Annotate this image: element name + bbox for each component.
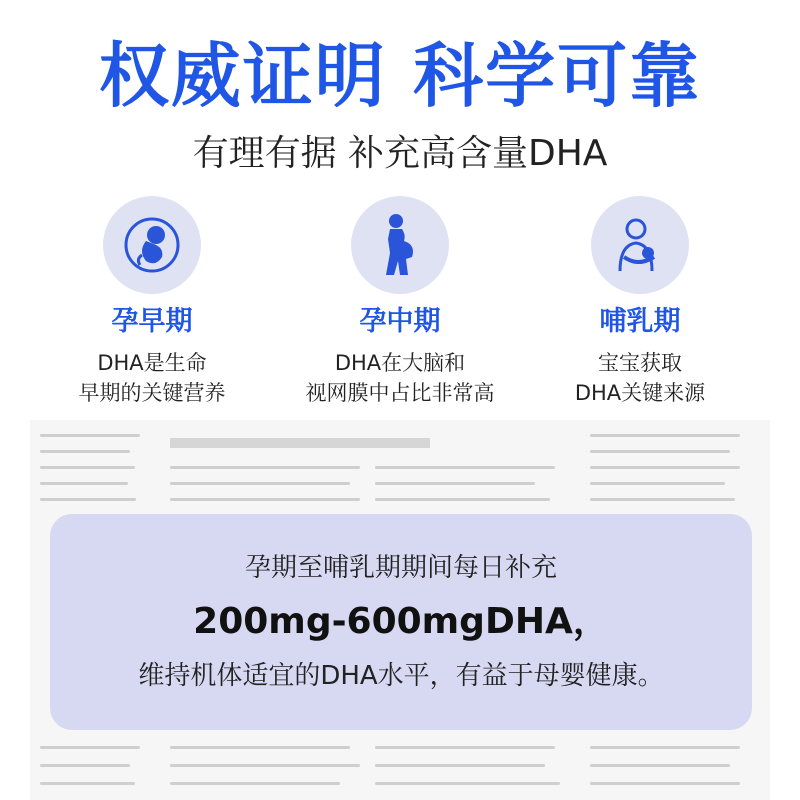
paper-text-line [40, 450, 130, 453]
paper-text-line [590, 482, 725, 485]
stage-desc-line: DHA关键来源 [574, 381, 706, 405]
paper-text-line [40, 482, 128, 485]
stage-name: 孕中期 [359, 306, 441, 337]
paper-text-line [590, 782, 740, 785]
callout-dosage: 200mg-600mgDHA， [193, 601, 609, 642]
paper-text-line [170, 746, 350, 749]
stage-name: 哺乳期 [599, 306, 681, 337]
stage-desc-line: 宝宝获取 [598, 351, 682, 375]
paper-text-line [375, 764, 545, 767]
fetus-icon [103, 196, 201, 294]
paper-text-line [590, 764, 730, 767]
paper-text-line [375, 746, 555, 749]
paper-text-line [40, 782, 135, 785]
stage-desc-line: 视网膜中占比非常高 [305, 381, 495, 405]
paper-text-line [170, 764, 360, 767]
paper-text-line [40, 434, 140, 437]
callout-line-3: 维持机体适宜的DHA水平，有益于母婴健康。 [138, 661, 664, 691]
stage-desc-line: DHA在大脑和 [334, 351, 466, 375]
subtitle: 有理有据 补充高含量DHA [192, 133, 608, 174]
callout-line-1: 孕期至哺乳期期间每日补充 [244, 553, 557, 583]
paper-text-line [170, 498, 360, 501]
paper-text-line [170, 466, 360, 469]
paper-text-line [170, 782, 340, 785]
paper-text-line [590, 450, 730, 453]
stage-early-pregnancy [32, 196, 272, 408]
paper-text-line [590, 746, 740, 749]
paper-text-line [375, 498, 550, 501]
paper-title-line [170, 438, 430, 448]
stage-desc-line: 早期的关键营养 [78, 381, 226, 405]
paper-text-line [590, 466, 740, 469]
paper-text-line [375, 482, 535, 485]
stage-lactation [520, 196, 760, 408]
stage-mid-pregnancy [280, 196, 520, 408]
stage-description [280, 348, 520, 408]
paper-text-line [170, 482, 350, 485]
paper-text-line [40, 746, 140, 749]
paper-text-line [590, 498, 735, 501]
stage-desc-line: DHA是生命 [97, 351, 207, 375]
main-title: 权威证明 科学可靠 [98, 35, 702, 117]
stage-description [32, 348, 272, 408]
paper-text-line [40, 498, 136, 501]
paper-text-line [375, 782, 560, 785]
mother-baby-icon [591, 196, 689, 294]
dha-recommendation-callout [50, 514, 752, 730]
paper-text-line [40, 764, 130, 767]
paper-text-line [375, 466, 555, 469]
paper-text-line [40, 466, 135, 469]
stage-description [520, 348, 760, 408]
paper-text-line [590, 434, 740, 437]
stage-name: 孕早期 [111, 306, 193, 337]
pregnant-woman-icon [351, 196, 449, 294]
